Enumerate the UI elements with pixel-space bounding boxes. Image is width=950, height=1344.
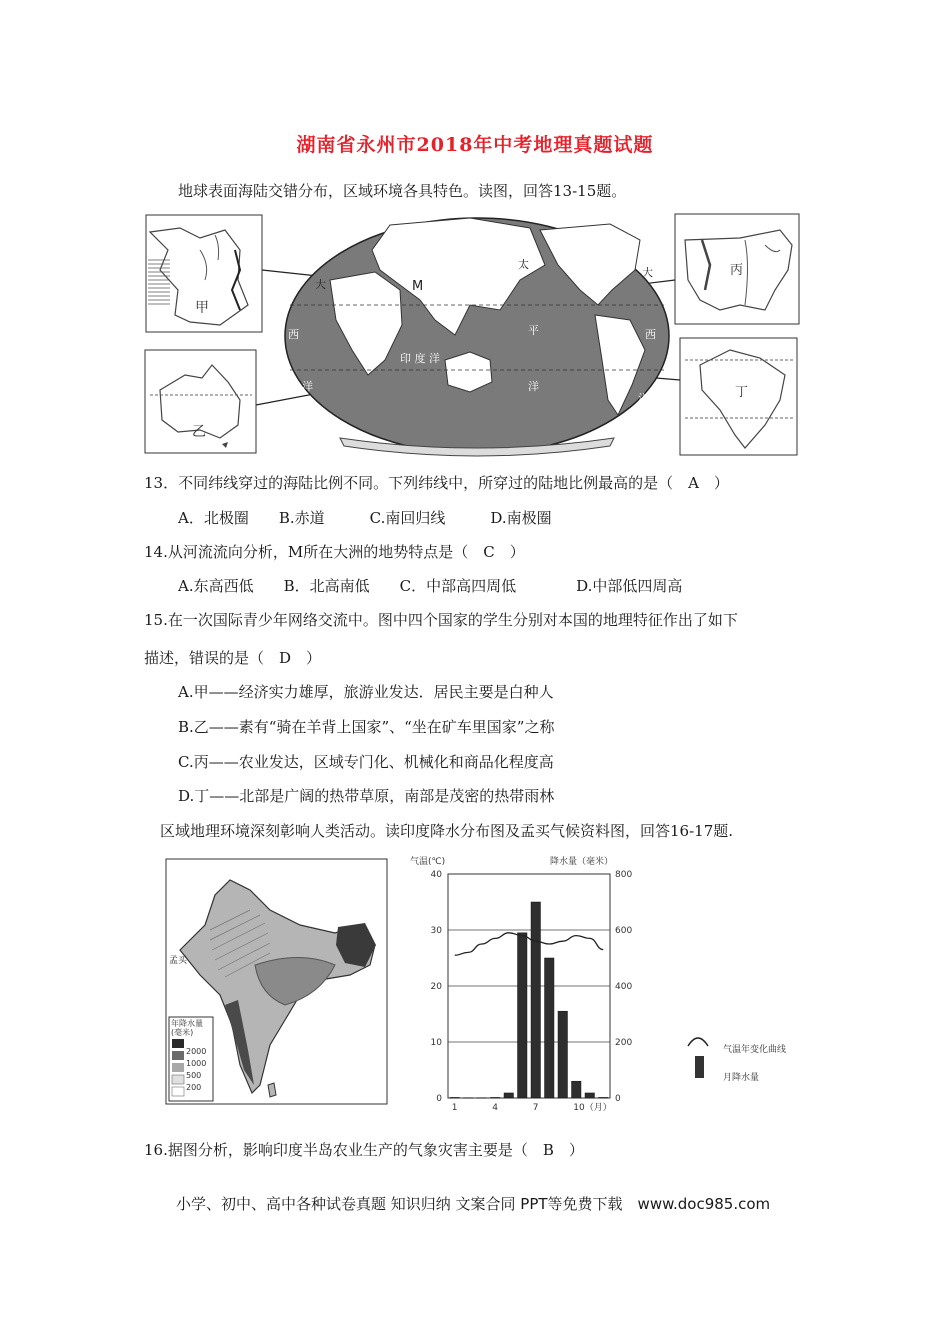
legend-200: 200 — [186, 1083, 202, 1092]
left-tick-label: 10 — [430, 1038, 442, 1048]
x-tick-label: 10（月） — [573, 1103, 612, 1113]
intro-text-2: 区域地理环境深刻彰响人类活动。读印度降水分布图及孟买气候资料图，回答16-17题. — [160, 822, 734, 840]
right-tick-label: 800 — [615, 870, 633, 880]
precip-bar — [504, 1093, 513, 1098]
legend-precip-label: 月降水量 — [723, 1073, 760, 1083]
label-jia: 甲 — [195, 300, 209, 316]
q16-stem: 16.据图分析，影响印度半岛农业生产的气象灾害主要是（ B ） — [144, 1141, 584, 1159]
right-tick-label: 0 — [615, 1094, 621, 1104]
right-tick-label: 400 — [615, 982, 633, 992]
label-da-left: 大 — [315, 278, 326, 291]
left-tick-label: 20 — [430, 982, 442, 992]
precip-bar — [572, 1081, 581, 1098]
precip-bar — [545, 958, 554, 1098]
right-tick-label: 200 — [615, 1038, 633, 1048]
q13-stem: 13．不同纬线穿过的海陆比例不同。下列纬线中，所穿过的陆地比例最高的是（ A ） — [144, 474, 729, 492]
precip-bar — [585, 1093, 594, 1098]
label-ping: 平 — [528, 324, 539, 337]
label-indian-ocean: 印 度 洋 — [400, 352, 440, 365]
legend-precip-bar-icon — [695, 1056, 704, 1078]
legend-temp-label: 气温年变化曲线 — [723, 1045, 787, 1055]
label-mumbai: 孟买 — [169, 956, 188, 966]
label-yi: 乙 — [192, 424, 206, 440]
x-tick-label: 4 — [492, 1103, 498, 1113]
q15-option-c: C.丙——农业发达，区域专门化、机械化和商品化程度高 — [178, 753, 554, 771]
chart-line — [455, 933, 604, 955]
q15-option-b: B.乙——素有“骑在羊背上国家”、“坐在矿车里国家”之称 — [178, 718, 555, 736]
world-map — [285, 218, 669, 456]
precip-legend-title: 年降水量(毫米) — [171, 1019, 203, 1037]
label-yang-left: 洋 — [302, 380, 313, 393]
label-yang: 洋 — [528, 380, 539, 393]
precip-bar — [464, 1098, 473, 1099]
q13-options: A．北极圈 B.赤道 C.南回归线 D.南极圈 — [178, 509, 552, 527]
precip-bar — [491, 1097, 500, 1098]
legend-500: 500 — [186, 1071, 202, 1080]
chart-bars — [450, 902, 608, 1098]
footer-text: 小学、初中、高中各种试卷真题 知识归纳 文案合同 PPT等免费下载 www.doc985.com — [176, 1195, 771, 1213]
left-axis-label: 气温(℃) — [410, 857, 446, 867]
legend-temp-curve-icon — [688, 1038, 708, 1046]
q15-stem-line2: 描述，错误的是（ D ） — [144, 649, 322, 667]
x-tick-label: 7 — [532, 1103, 539, 1113]
precip-bar — [531, 902, 540, 1098]
left-tick-label: 40 — [430, 870, 442, 880]
right-tick-label: 600 — [615, 926, 633, 936]
label-xi-right: 西 — [645, 328, 656, 341]
label-M: M — [412, 279, 424, 294]
label-yang-right: 洋 — [638, 392, 649, 405]
q15-option-d: D.丁——北部是广阔的热带草原，南部是茂密的热帯雨林 — [178, 787, 555, 805]
left-tick-label: 0 — [436, 1094, 442, 1104]
world-map-figure — [140, 210, 805, 460]
precip-bar — [518, 933, 527, 1098]
label-xi-left: 西 — [288, 328, 299, 341]
label-da-right: 大 — [642, 266, 653, 279]
page-title: 湖南省永州市2018年中考地理真题试题 — [296, 134, 654, 156]
intro-text-1: 地球表面海陆交错分布，区域环境各具特色。读图，回答13-15题。 — [178, 182, 627, 200]
right-axis-label: 降水量（毫米） — [550, 857, 614, 867]
left-tick-label: 30 — [430, 926, 442, 936]
precip-bar — [477, 1098, 486, 1099]
q14-stem: 14.从河流流向分析，M所在大洲的地势特点是（ C ） — [144, 543, 525, 561]
temperature-curve — [455, 933, 604, 955]
legend-1000: 1000 — [186, 1059, 207, 1068]
precip-bar — [558, 1011, 567, 1098]
mumbai-climate-chart — [410, 852, 650, 1114]
q15-option-a: A.甲——经济实力雄厚，旅游业发达．居民主要是白种人 — [178, 683, 554, 701]
label-bing: 丙 — [730, 263, 744, 278]
label-ding: 丁 — [735, 385, 749, 400]
legend-2000: 2000 — [186, 1047, 207, 1056]
precip-bar — [450, 1097, 459, 1098]
q15-stem-line1: 15.在一次国际青少年网络交流中。图中四个国家的学生分别对本国的地理特征作出了如下 — [144, 611, 738, 629]
label-tai: 太 — [518, 258, 529, 271]
precip-bar — [599, 1097, 608, 1098]
chart-grid — [448, 874, 610, 1098]
x-tick-label: 1 — [451, 1103, 458, 1113]
q14-options: A.东高西低 B．北高南低 C．中部高四周低 D.中部低四周高 — [178, 577, 683, 595]
label-arctic-ocean: 北 冰 洋 — [436, 222, 476, 235]
